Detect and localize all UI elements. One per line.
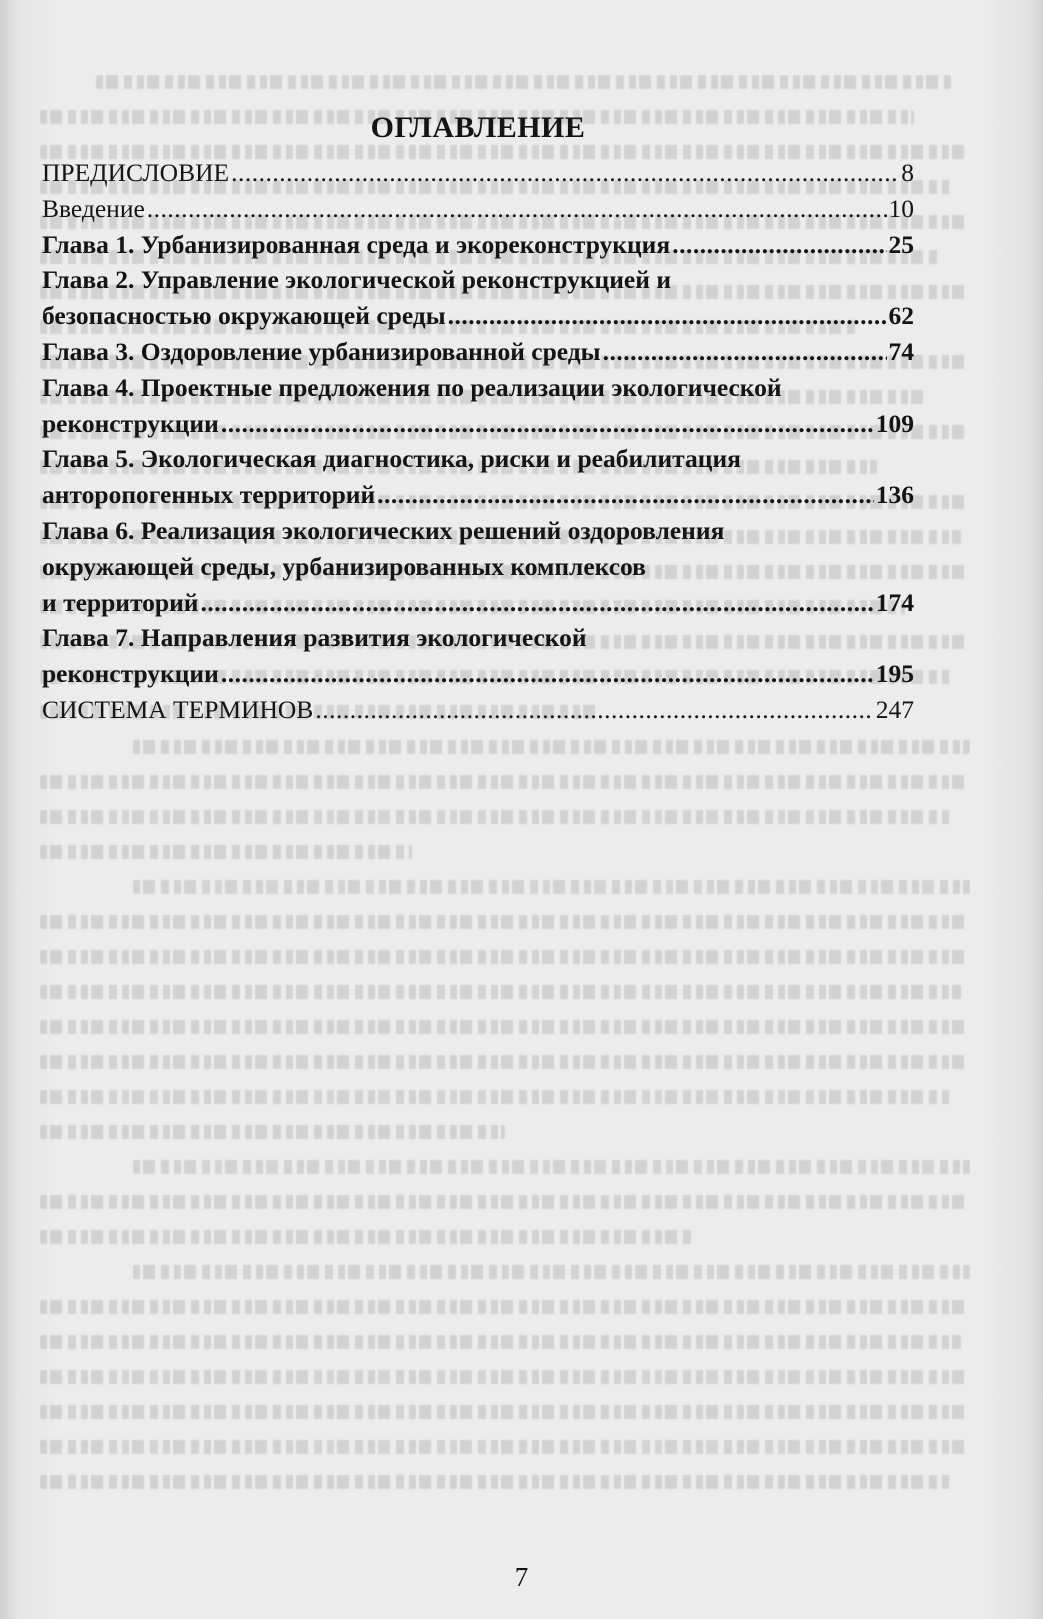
toc-entry-page: 10: [888, 193, 914, 223]
toc-entry-page: 62: [888, 301, 914, 331]
toc-entry-chapter-4-cont[interactable]: [42, 406, 914, 442]
toc-entry-chapter-2-cont[interactable]: [42, 298, 914, 334]
toc-entry-text: ПРЕДИСЛОВИЕ: [42, 158, 230, 187]
toc-entry-text: Глава 5. Экологическая диагностика, риски и реабилитация: [42, 444, 741, 474]
toc-entry-text: Глава 3. Оздоровление урбанизированной среды: [42, 336, 601, 366]
toc-entry-page: 8: [901, 158, 914, 187]
toc-entry-text: Глава 2. Управление экологической реконструкцией и: [42, 265, 672, 295]
toc-entry-text: реконструкции: [42, 408, 219, 438]
toc-entry-chapter-2[interactable]: [42, 262, 914, 298]
toc-leader-dots: [221, 656, 874, 692]
toc-entry-text: анторопогенных территорий: [42, 480, 376, 510]
toc-entry-text: реконструкции: [42, 659, 219, 689]
toc-leader-dots: [147, 191, 887, 227]
toc-leader-dots: [603, 334, 887, 370]
toc-entry-text: Глава 1. Урбанизированная среда и экореконструкция: [42, 229, 671, 259]
toc-leader-dots: [231, 155, 899, 191]
toc-entry-page: 109: [875, 408, 914, 438]
toc-leader-dots: [448, 298, 887, 334]
table-of-contents: [42, 108, 914, 728]
toc-entry-text: Глава 7. Направления развития экологической: [42, 623, 587, 653]
toc-entry-text: Введение: [42, 193, 145, 223]
page-number: 7: [514, 1562, 529, 1592]
toc-entry-text: СИСТЕМА ТЕРМИНОВ: [42, 694, 314, 724]
toc-entry-chapter-5-cont[interactable]: [42, 477, 914, 513]
toc-leader-dots: [221, 406, 874, 442]
toc-entry-chapter-1[interactable]: [42, 227, 914, 263]
toc-entry-introduction[interactable]: [42, 191, 914, 227]
toc-entry-text: безопасностью окружающей среды: [42, 301, 446, 331]
toc-entry-page: 247: [875, 694, 914, 724]
toc-entry-chapter-7[interactable]: [42, 620, 914, 656]
toc-entry-chapter-6[interactable]: [42, 513, 914, 549]
toc-entry-text: Глава 4. Проектные предложения по реализации экологической: [42, 372, 782, 402]
toc-title: ОГЛАВЛЕНИЕ: [370, 111, 586, 144]
toc-entry-chapter-3[interactable]: [42, 334, 914, 370]
toc-leader-dots: [672, 227, 886, 263]
toc-entry-page: 136: [875, 480, 914, 510]
toc-entry-page: 174: [875, 587, 914, 617]
toc-entry-chapter-5[interactable]: [42, 441, 914, 477]
toc-leader-dots: [377, 477, 874, 513]
toc-entry-page: 74: [888, 336, 914, 366]
toc-entry-text: Глава 6. Реализация экологических решений оздоровления: [42, 515, 725, 545]
toc-entry-chapter-6-cont2[interactable]: [42, 585, 914, 621]
toc-entry-text: и территорий: [42, 587, 199, 617]
toc-entry-chapter-7-cont[interactable]: [42, 656, 914, 692]
toc-leader-dots: [200, 585, 873, 621]
toc-entry-page: 25: [888, 229, 914, 259]
toc-entry-preface[interactable]: [42, 155, 914, 191]
toc-entry-text: окружающей среды, урбанизированных комплексов: [42, 551, 646, 581]
toc-entry-glossary[interactable]: [42, 692, 914, 728]
toc-entry-chapter-4[interactable]: [42, 370, 914, 406]
toc-entry-page: 195: [875, 659, 914, 689]
toc-entry-chapter-6-cont[interactable]: [42, 549, 914, 585]
toc-leader-dots: [315, 692, 873, 728]
